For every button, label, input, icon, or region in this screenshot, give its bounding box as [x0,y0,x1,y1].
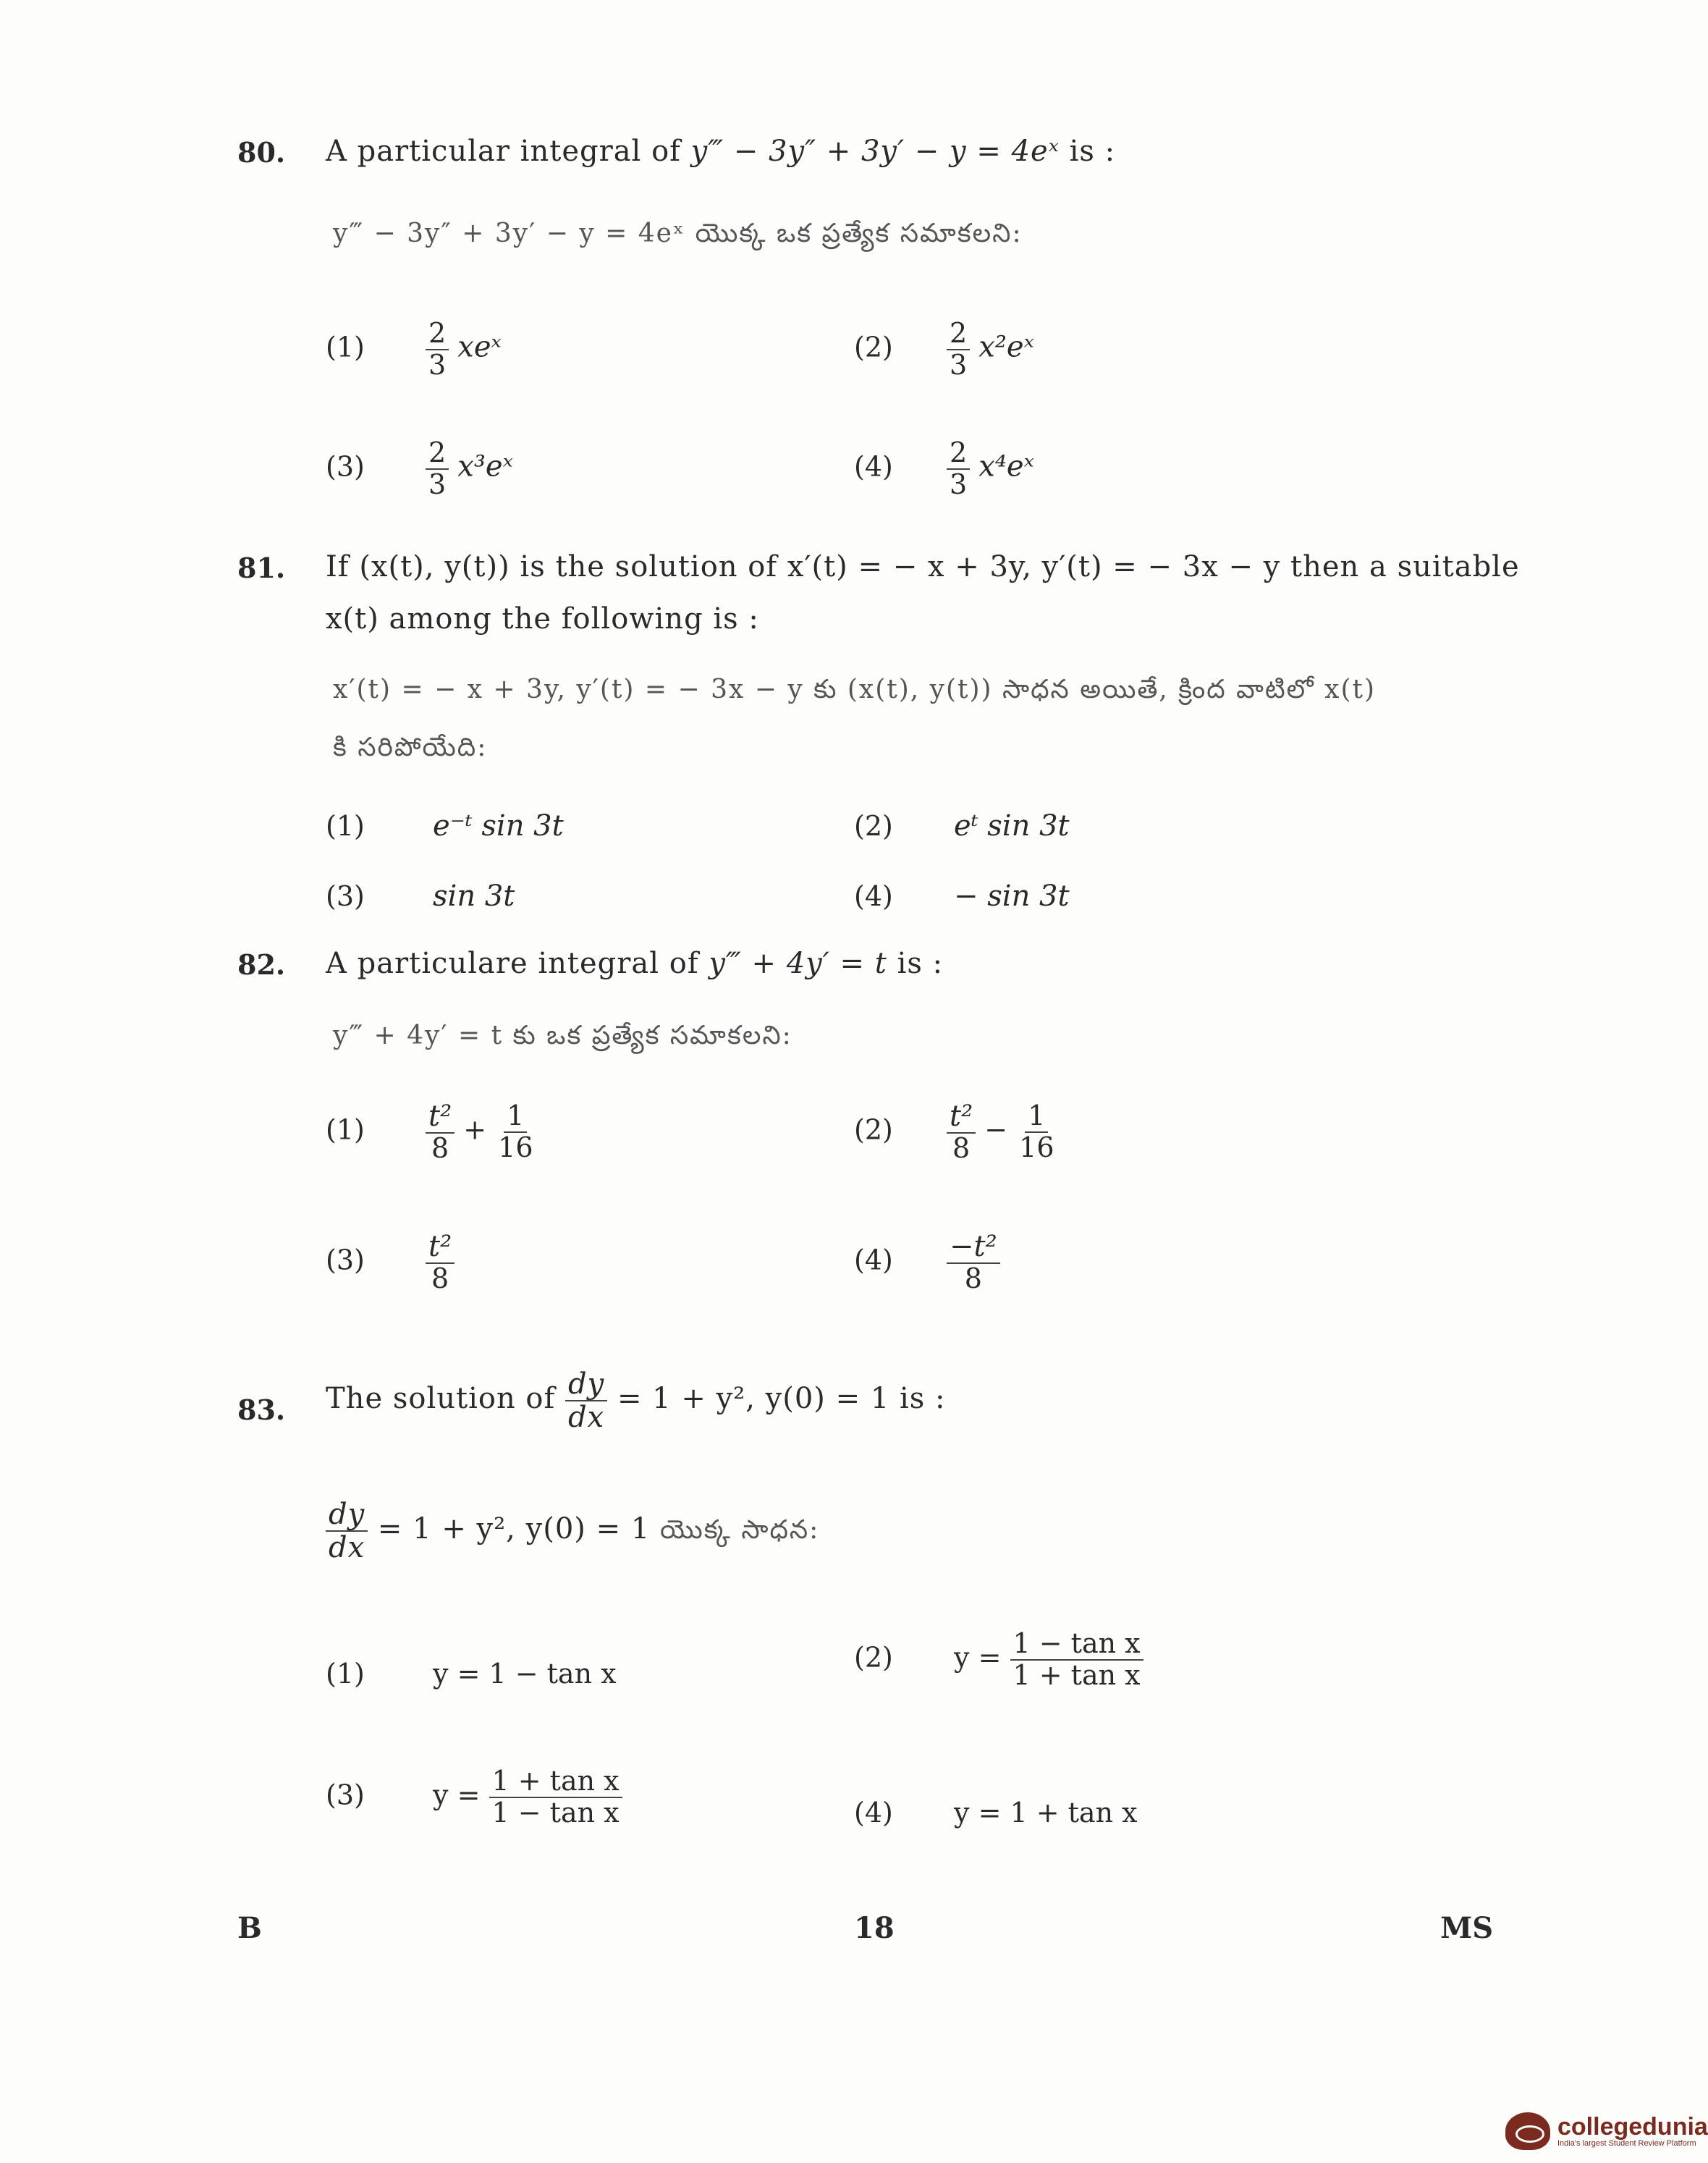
q80-stem [326,135,1115,168]
footer-set-code: B [237,1911,262,1945]
denominator: 16 [498,1131,533,1163]
q83-number: 83. [237,1393,286,1426]
numerator: 1 − tan x [1010,1629,1143,1661]
denominator: dx [568,1401,605,1434]
option-label: (1) [326,1113,365,1146]
option-expression: − sin 3t [954,880,1070,913]
numerator: t² [426,1231,455,1264]
numerator: −t² [947,1231,1000,1264]
option-label: (1) [326,810,365,842]
numerator: t² [947,1100,976,1134]
option-label: (2) [854,810,893,842]
fraction [947,438,970,500]
operator: − [984,1113,1008,1146]
q82-stem [326,947,943,980]
numerator: 2 [947,319,970,350]
q83-option-3[interactable] [326,1766,622,1829]
numerator: 1 [504,1101,527,1133]
q81-option-1[interactable] [326,809,564,843]
q81-stem-telugu-2: కి సరిపోయేది: [333,733,488,762]
option-expression: x⁴eˣ [978,450,1034,484]
option-label: (1) [326,1658,365,1690]
denominator: 16 [1019,1131,1054,1163]
option-label: (3) [326,1244,365,1276]
q81-stem-line-1: If (x(t), y(t)) is the solution of x′(t) = − x + 3y, y′(t) = − 3x − y then a suitable [326,550,1520,583]
q80-stem-tail: is : [1069,135,1116,168]
option-label: (4) [854,880,893,912]
fraction [495,1101,536,1163]
logo-tagline: India's largest Student Review Platform [1557,2139,1696,2148]
option-expression: x²eˣ [978,330,1034,364]
fraction [947,319,970,381]
q82-stem-text: A particulare integral of [326,947,699,980]
q83-stem-tail: is : [900,1382,946,1415]
q80-stem-telugu: y‴ − 3y″ + 3y′ − y = 4eˣ యొక్క ఒక ప్రత్యేక సమాకలని: [333,219,1023,248]
option-expression: y = 1 − tan x [433,1658,617,1690]
numerator: 2 [426,438,449,470]
fraction [947,1100,976,1164]
option-label: (2) [854,331,893,363]
option-label: (2) [854,1113,893,1146]
q80-option-2[interactable] [854,319,1034,381]
option-label: (4) [854,450,893,483]
numerator: t² [426,1100,455,1134]
denominator: 8 [431,1262,449,1294]
option-expression: x³eˣ [457,450,513,484]
fraction [426,1231,455,1294]
q83-option-1[interactable] [326,1658,617,1690]
page-number: 18 [854,1911,895,1945]
denominator: 3 [950,348,968,381]
option-label: (3) [326,1779,365,1811]
denominator: 3 [950,468,968,500]
numerator: 2 [426,319,449,350]
fraction [1010,1629,1143,1691]
q82-option-2[interactable] [854,1100,1057,1164]
numerator: dy [326,1498,368,1532]
option-label: (4) [854,1797,893,1829]
q81-option-2[interactable] [854,809,1070,843]
fraction [489,1766,622,1829]
q80-equation: y‴ − 3y″ + 3y′ − y = 4eˣ [690,135,1060,168]
q80-option-1[interactable] [326,319,502,381]
denominator: 8 [431,1132,449,1164]
option-label: (4) [854,1244,893,1276]
logo-name: collegedunia [1557,2113,1708,2141]
operator: + [463,1113,487,1146]
fraction [426,319,449,381]
q81-stem-telugu-1: x′(t) = − x + 3y, y′(t) = − 3x − y కు (x(t), y(t)) సాధన అయితే, క్రింద వాటిలో x(t) [333,675,1377,704]
option-label: (3) [326,880,365,912]
q81-stem-line-2: x(t) among the following is : [326,602,759,636]
option-expression: sin 3t [433,880,515,913]
option-expression: eᵗ sin 3t [954,809,1070,843]
denominator: 8 [964,1262,982,1294]
graduation-cap-icon [1505,2112,1550,2150]
q81-number: 81. [237,552,286,584]
denominator: 1 + tan x [1012,1658,1141,1691]
q82-equation: y‴ + 4y′ = t [709,947,887,980]
q83-telugu-tail: యొక్క సాధన: [659,1515,820,1545]
fraction [947,1231,1000,1294]
q80-option-4[interactable] [854,438,1034,500]
q81-option-3[interactable] [326,880,515,913]
option-label: (3) [326,450,365,483]
derivative-fraction [326,1498,368,1564]
derivative-fraction [565,1368,607,1433]
option-label: (1) [326,331,365,363]
numerator: 1 + tan x [489,1766,622,1798]
q83-equation: = 1 + y², y(0) = 1 [617,1382,890,1415]
q83-option-2[interactable] [854,1629,1143,1691]
option-lhs: y = [954,1641,1002,1674]
q80-number: 80. [237,136,286,169]
option-expression: e⁻ᵗ sin 3t [433,809,564,843]
option-lhs: y = [433,1779,481,1811]
footer-subject-code: MS [1440,1911,1494,1945]
collegedunia-logo [1505,2112,1708,2150]
q82-stem-telugu: y‴ + 4y′ = t కు ఒక ప్రత్యేక సమాకలని: [333,1021,792,1050]
q82-stem-tail: is : [897,947,944,980]
q83-stem [326,1368,946,1433]
q81-option-4[interactable] [854,880,1070,913]
q83-equation: = 1 + y², y(0) = 1 [377,1512,651,1546]
fraction [426,438,449,500]
numerator: dy [565,1368,607,1401]
denominator: 8 [952,1132,971,1164]
denominator: 3 [428,468,447,500]
q80-stem-text: A particular integral of [326,135,681,168]
denominator: 3 [428,348,447,381]
option-expression: y = 1 + tan x [954,1797,1138,1829]
numerator: 2 [947,438,970,470]
q82-number: 82. [237,948,286,981]
q82-option-1[interactable] [326,1100,536,1164]
q83-option-4[interactable] [854,1797,1138,1829]
fraction [426,1100,455,1164]
denominator: dx [329,1531,365,1564]
fraction [1016,1101,1057,1163]
q82-option-4[interactable] [854,1231,1000,1294]
numerator: 1 [1025,1101,1048,1133]
q83-stem-text: The solution of [326,1382,556,1415]
option-expression: xeˣ [457,330,502,364]
denominator: 1 − tan x [491,1796,620,1829]
option-label: (2) [854,1641,893,1674]
q83-stem-telugu [326,1498,819,1564]
q80-option-3[interactable] [326,438,513,500]
q82-option-3[interactable] [326,1231,455,1294]
